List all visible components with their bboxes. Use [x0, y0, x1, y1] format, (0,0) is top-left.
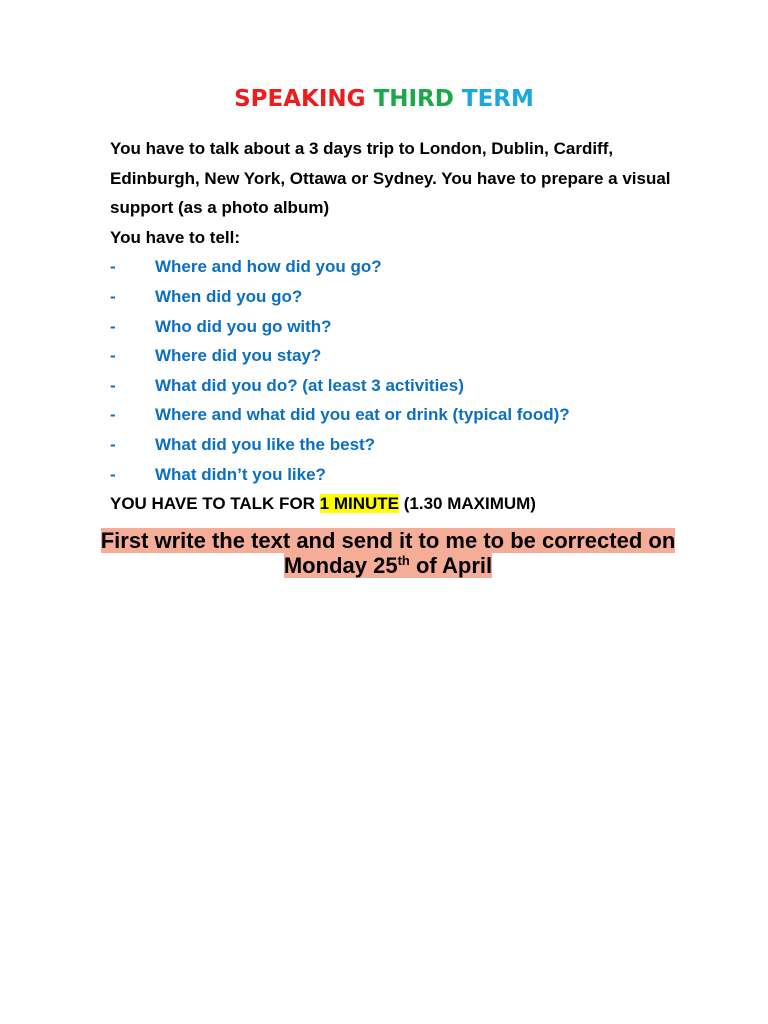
intro-paragraph — [110, 134, 730, 223]
tell-label: You have to tell: — [110, 227, 241, 247]
list-item — [110, 282, 730, 312]
question-text: What did you like the best? — [155, 434, 376, 454]
list-item — [110, 371, 730, 401]
question-text: Where and what did you eat or drink (typical food)? — [155, 405, 570, 425]
question-text: Where did you stay? — [155, 346, 322, 366]
list-item — [110, 400, 730, 430]
title-word-third: THIRD — [373, 86, 454, 112]
question-text: What did you do? (at least 3 activities) — [155, 375, 464, 395]
note-date-text: Monday 25 — [283, 553, 398, 578]
title-word-term: TERM — [461, 86, 534, 112]
bullet-dash: - — [110, 405, 116, 425]
list-item — [110, 460, 730, 490]
question-text: What didn’t you like? — [155, 464, 326, 484]
note-line-2 — [284, 553, 492, 578]
document-title — [0, 86, 768, 112]
duration-line — [110, 489, 730, 519]
note-month-text: of April — [409, 553, 493, 578]
intro-line-3: support (as a photo album) — [110, 198, 330, 218]
instructions-block — [110, 134, 730, 519]
question-text: Who did you go with? — [155, 316, 332, 336]
duration-highlight: 1 MINUTE — [319, 494, 400, 514]
question-text: Where and how did you go? — [155, 257, 382, 277]
duration-suffix: (1.30 MAXIMUM) — [399, 494, 536, 514]
bullet-dash: - — [110, 286, 116, 306]
note-date-ordinal: th — [397, 553, 410, 568]
bullet-dash: - — [110, 257, 116, 277]
title-word-speaking: SPEAKING — [234, 86, 366, 112]
intro-line-2: Edinburgh, New York, Ottawa or Sydney. You have to prepare a visual — [110, 168, 671, 188]
questions-list — [110, 252, 730, 489]
submission-note — [60, 528, 716, 578]
question-text: When did you go? — [155, 286, 303, 306]
list-item — [110, 430, 730, 460]
list-item — [110, 341, 730, 371]
list-item — [110, 312, 730, 342]
bullet-dash: - — [110, 316, 116, 336]
intro-line-1: You have to talk about a 3 days trip to London, Dublin, Cardiff, — [110, 139, 614, 158]
bullet-dash: - — [110, 375, 116, 395]
note-line-1: First write the text and send it to me to be corrected on — [100, 528, 676, 553]
bullet-dash: - — [110, 434, 116, 454]
list-item — [110, 252, 730, 282]
bullet-dash: - — [110, 346, 116, 366]
duration-prefix: YOU HAVE TO TALK FOR — [110, 494, 320, 514]
bullet-dash: - — [110, 464, 116, 484]
